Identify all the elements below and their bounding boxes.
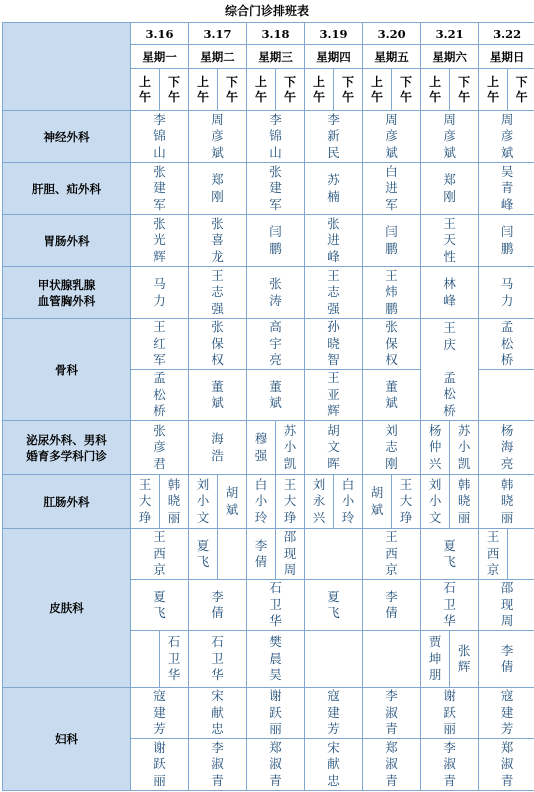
- dept-name: 肝胆、疝外科: [3, 163, 131, 215]
- doctor-cell: 张保权: [189, 319, 247, 370]
- dept-row-gangchang: [3, 475, 534, 529]
- doctor-cell: 李锦山: [131, 111, 189, 163]
- doctor-cell: 李新民: [305, 111, 363, 163]
- doctor-cell: 王亚辉: [305, 370, 363, 421]
- dept-row-pifu-1: [3, 529, 534, 580]
- date-label: 3.22: [479, 23, 534, 45]
- doctor-cell: 海浩: [189, 421, 247, 475]
- doctor-cell: 孙晓智: [305, 319, 363, 370]
- pm-label: 下午: [334, 69, 363, 111]
- doctor-cell: 韩晓丽: [160, 475, 189, 529]
- page-title: 综合门诊排班表: [224, 4, 309, 18]
- doctor-cell: 王大琤: [276, 475, 305, 529]
- date-label: 3.17: [189, 23, 247, 45]
- doctor-cell: 王天性: [421, 215, 479, 267]
- doctor-cell: 宋献忠: [305, 739, 363, 791]
- doctor-cell: 樊晨昊: [247, 631, 305, 688]
- dept-name: 神经外科: [3, 111, 131, 163]
- date-label: 3.19: [305, 23, 363, 45]
- dept-name: 胃肠外科: [3, 215, 131, 267]
- doctor-cell: [479, 370, 534, 421]
- doctor-cell: 周彦斌: [421, 111, 479, 163]
- weekday-label: 星期一: [131, 45, 189, 69]
- schedule-table: [2, 22, 534, 791]
- doctor-cell: 吴青峰: [479, 163, 534, 215]
- doctor-cell: 董斌: [363, 370, 421, 421]
- doctor-cell: 李淑青: [189, 739, 247, 791]
- doctor-cell: 夏飞: [421, 529, 479, 580]
- doctor-cell: 胡斌: [363, 475, 392, 529]
- date-label: 3.18: [247, 23, 305, 45]
- doctor-cell: 寇建芳: [305, 688, 363, 739]
- dept-row-miniao: [3, 421, 534, 475]
- doctor-cell: 周彦斌: [189, 111, 247, 163]
- doctor-cell: 张喜龙: [189, 215, 247, 267]
- doctor-cell: 马力: [131, 267, 189, 319]
- doctor-cell: 孟松桥: [479, 319, 534, 370]
- doctor-cell: 王志强: [305, 267, 363, 319]
- doctor-cell: 张保权: [363, 319, 421, 370]
- doctor-cell: 苏小凯: [450, 421, 479, 475]
- doctor-cell: 白小玲: [247, 475, 276, 529]
- date-row: [3, 23, 534, 45]
- dept-name: 肛肠外科: [3, 475, 131, 529]
- doctor-cell: 张建军: [247, 163, 305, 215]
- doctor-cell: 宋献忠: [189, 688, 247, 739]
- doctor-cell: 刘小文: [189, 475, 218, 529]
- doctor-cell: 邵现周: [479, 580, 534, 631]
- doctor-cell: 孟松桥: [131, 370, 189, 421]
- doctor-cell: 夏飞: [131, 580, 189, 631]
- doctor-cell: 高宇亮: [247, 319, 305, 370]
- doctor-cell: 谢跃丽: [131, 739, 189, 791]
- doctor-cell: 白进军: [363, 163, 421, 215]
- doctor-cell: 刘永兴: [305, 475, 334, 529]
- doctor-cell: 苏楠: [305, 163, 363, 215]
- weekday-label: 星期日: [479, 45, 534, 69]
- date-label: 3.16: [131, 23, 189, 45]
- dept-name: 骨科: [3, 319, 131, 421]
- doctor-cell: 周彦斌: [479, 111, 534, 163]
- doctor-cell: 石卫华: [247, 580, 305, 631]
- doctor-cell: 张涛: [247, 267, 305, 319]
- doctor-cell: 杨海亮: [479, 421, 534, 475]
- weekday-label: 星期二: [189, 45, 247, 69]
- doctor-cell: 夏飞: [305, 580, 363, 631]
- doctor-cell: 王炜鹏: [363, 267, 421, 319]
- doctor-cell: 郑淑青: [247, 739, 305, 791]
- doctor-cell: 李倩: [363, 580, 421, 631]
- doctor-cell: 王西京: [363, 529, 421, 580]
- doctor-cell: 闫鹏: [363, 215, 421, 267]
- doctor-cell: 闫鹏: [479, 215, 534, 267]
- doctor-cell: 寇建芳: [479, 688, 534, 739]
- doctor-cell: 董斌: [189, 370, 247, 421]
- doctor-cell: 张建军: [131, 163, 189, 215]
- doctor-cell: 邵现周: [276, 529, 305, 580]
- am-label: 上午: [363, 69, 392, 111]
- dept-row-gandan: [3, 163, 534, 215]
- dept-name-line1: 甲状腺乳腺: [37, 277, 96, 292]
- doctor-cell: 胡文晖: [305, 421, 363, 475]
- am-label: 上午: [305, 69, 334, 111]
- doctor-cell: 王大琤: [392, 475, 421, 529]
- doctor-cell: 胡斌: [218, 475, 247, 529]
- am-label: 上午: [479, 69, 508, 111]
- doctor-cell: 王西京: [131, 529, 189, 580]
- doctor-cell: [131, 631, 160, 688]
- doctor-cell: 寇建芳: [131, 688, 189, 739]
- doctor-cell: 李倩: [247, 529, 276, 580]
- doctor-cell: 石卫华: [421, 580, 479, 631]
- weekday-label: 星期五: [363, 45, 421, 69]
- am-label: 上午: [189, 69, 218, 111]
- doctor-cell: 王庆 孟松桥: [421, 319, 479, 421]
- dept-name-line2: 婚育多学科门诊: [26, 448, 107, 463]
- pm-label: 下午: [508, 69, 534, 111]
- doctor-cell: 王西京: [479, 529, 508, 580]
- doctor-cell: 石卫华: [189, 631, 247, 688]
- dept-name: 皮肤科: [3, 529, 131, 688]
- doctor-cell: 郑刚: [421, 163, 479, 215]
- weekday-label: 星期三: [247, 45, 305, 69]
- pm-label: 下午: [160, 69, 189, 111]
- doctor-cell: 刘志刚: [363, 421, 421, 475]
- dept-name: 妇科: [3, 688, 131, 791]
- doctor-cell: [363, 631, 421, 688]
- doctor-cell: 穆强: [247, 421, 276, 475]
- am-label: 上午: [131, 69, 160, 111]
- pm-label: 下午: [218, 69, 247, 111]
- doctor-cell: 郑淑青: [363, 739, 421, 791]
- doctor-cell: 王志强: [189, 267, 247, 319]
- doctor-cell: 李淑青: [421, 739, 479, 791]
- doctor-cell: 石卫华: [160, 631, 189, 688]
- doctor-cell: 郑淑青: [479, 739, 534, 791]
- doctor-cell: 苏小凯: [276, 421, 305, 475]
- doctor-cell: 张进峰: [305, 215, 363, 267]
- weekday-label: 星期四: [305, 45, 363, 69]
- doctor-cell: 林峰: [421, 267, 479, 319]
- doctor-cell: 李淑青: [363, 688, 421, 739]
- doctor-cell: 韩晓丽: [479, 475, 534, 529]
- doctor-cell: 张光辉: [131, 215, 189, 267]
- doctor-cell: 闫鹏: [247, 215, 305, 267]
- doctor-cell: 谢跃丽: [247, 688, 305, 739]
- dept-name-line2: 血管胸外科: [37, 293, 96, 308]
- am-label: 上午: [247, 69, 276, 111]
- doctor-cell: 杨仲兴: [421, 421, 450, 475]
- pm-label: 下午: [392, 69, 421, 111]
- doctor-cell: 韩晓丽: [450, 475, 479, 529]
- date-label: 3.20: [363, 23, 421, 45]
- doctor-cell: 张辉: [450, 631, 479, 688]
- doctor-cell: 张彦君: [131, 421, 189, 475]
- date-label: 3.21: [421, 23, 479, 45]
- dept-row-fuke-1: [3, 688, 534, 739]
- doctor-cell: 董斌: [247, 370, 305, 421]
- doctor-cell: 谢跃丽: [421, 688, 479, 739]
- doctor-cell: 贾坤朋: [421, 631, 450, 688]
- doctor-cell: [508, 529, 534, 580]
- weekday-label: 星期六: [421, 45, 479, 69]
- pm-label: 下午: [276, 69, 305, 111]
- dept-row-shenjing: [3, 111, 534, 163]
- doctor-cell: 刘小文: [421, 475, 450, 529]
- dept-row-weichang: [3, 215, 534, 267]
- dept-name: [3, 267, 131, 319]
- dept-row-jiazhuang: [3, 267, 534, 319]
- doctor-cell: 王红军: [131, 319, 189, 370]
- doctor-cell: 郑刚: [189, 163, 247, 215]
- dept-row-guke-1: [3, 319, 534, 370]
- doctor-cell: [218, 529, 247, 580]
- dept-name: [3, 421, 131, 475]
- doctor-cell: 李倩: [189, 580, 247, 631]
- doctor-cell: 周彦斌: [363, 111, 421, 163]
- corner-cell: [3, 23, 131, 111]
- doctor-cell: 李倩: [479, 631, 534, 688]
- doctor-cell: [305, 631, 363, 688]
- doctor-cell: [305, 529, 363, 580]
- doctor-cell: 李锦山: [247, 111, 305, 163]
- doctor-cell: 马力: [479, 267, 534, 319]
- pm-label: 下午: [450, 69, 479, 111]
- am-label: 上午: [421, 69, 450, 111]
- doctor-cell: 王大琤: [131, 475, 160, 529]
- doctor-cell: 夏飞: [189, 529, 218, 580]
- dept-name-line1: 泌尿外科、男科: [26, 432, 107, 447]
- doctor-cell: 白小玲: [334, 475, 363, 529]
